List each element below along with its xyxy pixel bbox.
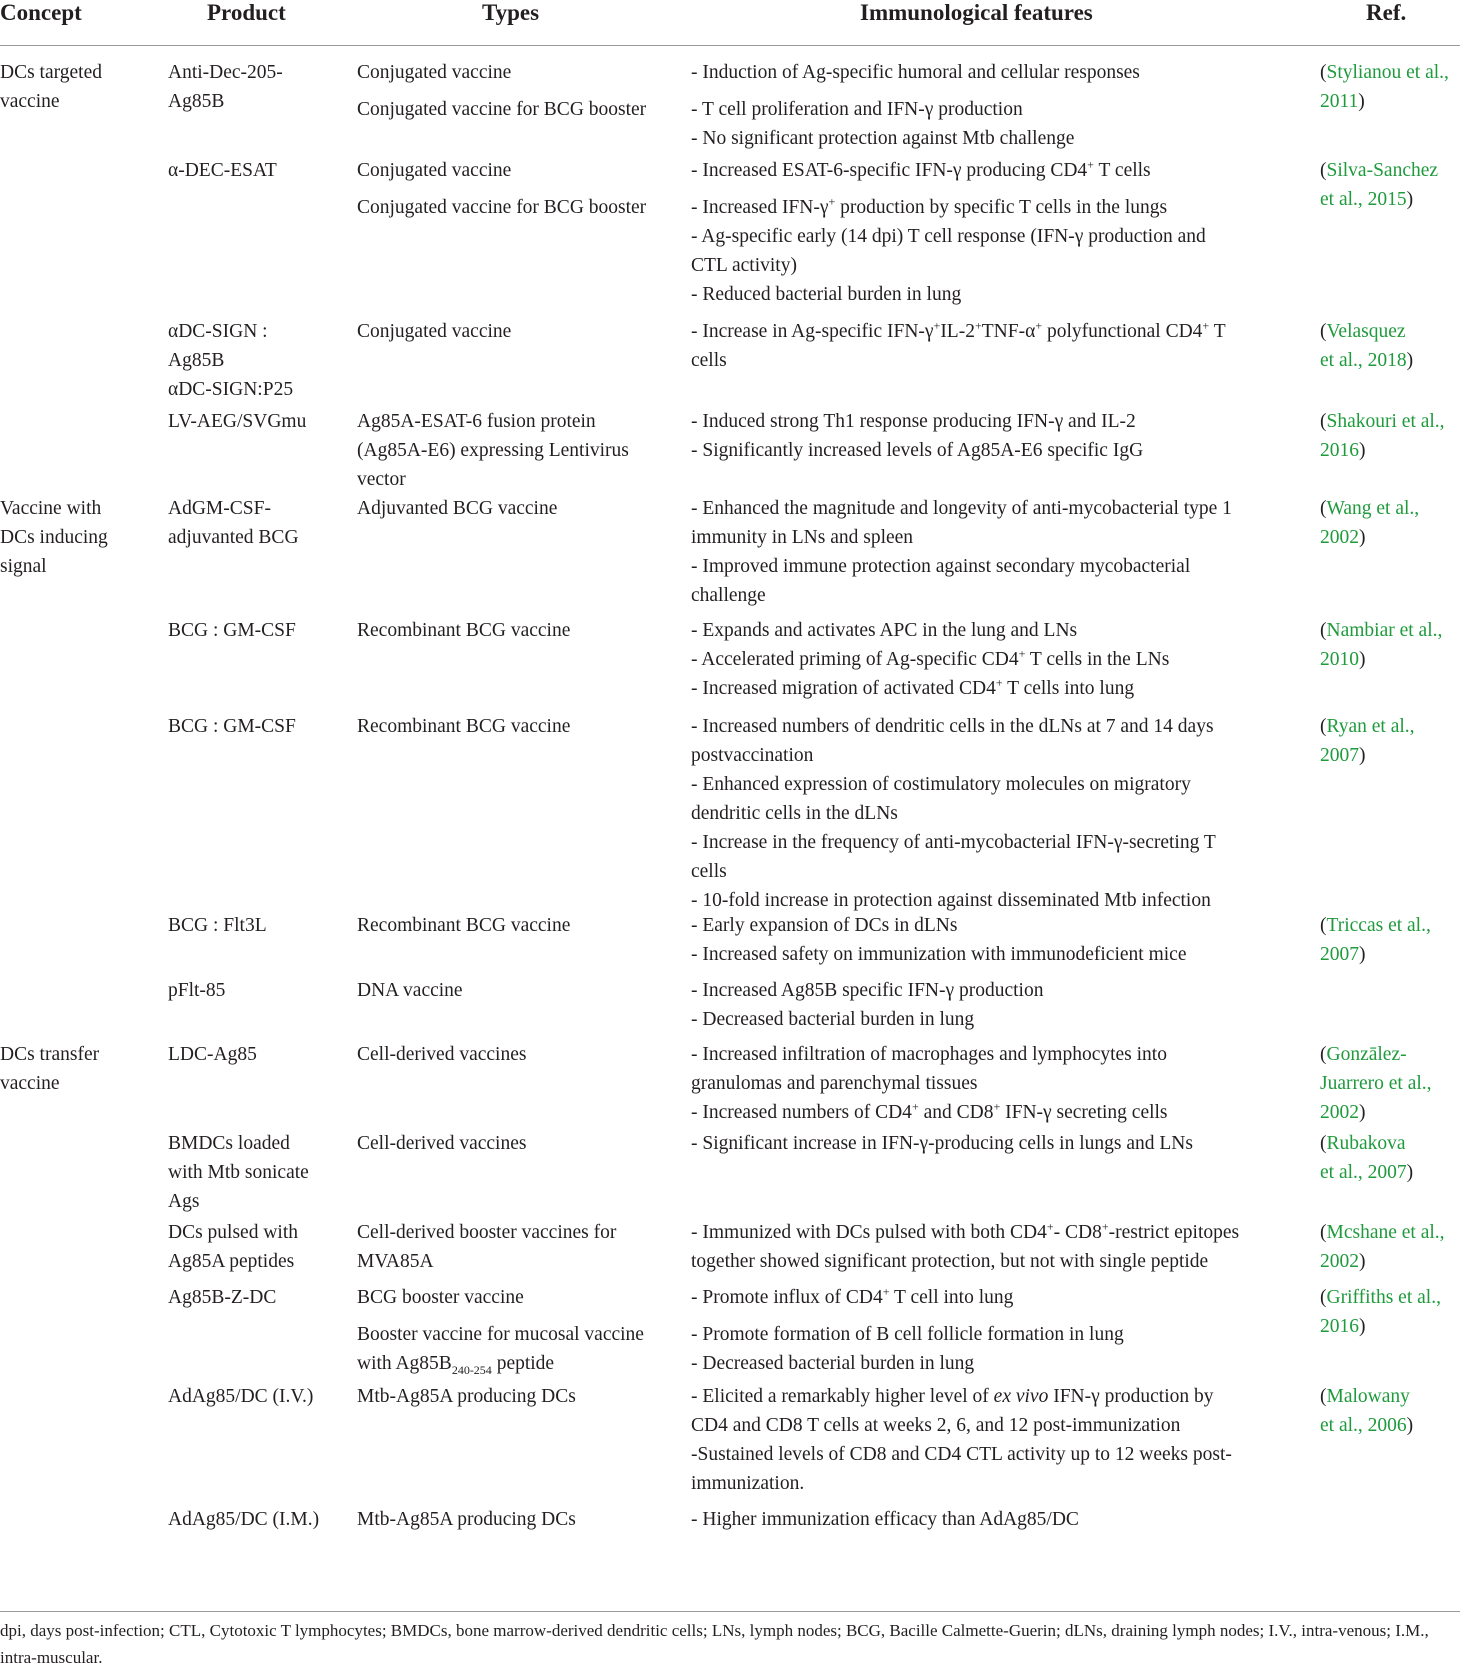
- cell-features: - Increased Ag85B specific IFN-γ production - Decreased bacterial burden in lung: [691, 980, 1044, 1030]
- cell-features: - Elicited a remarkably higher level of ex vivo IFN-γ production by CD4 and CD8 T cells at weeks 2, 6, and 12 post-immunization -Sustained levels of CD8 and CD4 CTL activity up to 12 weeks post- immunization.: [691, 1386, 1232, 1494]
- cell-types: BCG booster vaccine: [357, 1287, 524, 1308]
- cell-product: DCs pulsed with Ag85A peptides: [168, 1222, 299, 1272]
- cell-concept: DCs targeted vaccine: [0, 62, 102, 112]
- header-concept: Concept: [0, 0, 82, 25]
- cell-product: Ag85B-Z-DC: [168, 1287, 277, 1308]
- cell-product: BCG : Flt3L: [168, 915, 267, 936]
- cell-ref[interactable]: (Silva-Sanchez et al., 2015): [1320, 160, 1439, 210]
- cell-features: - Induced strong Th1 response producing IFN-γ and IL-2 - Significantly increased levels of Ag85A-E6 specific IgG: [691, 411, 1144, 461]
- bottom-rule: [0, 1611, 1460, 1612]
- table-footnote: dpi, days post-infection; CTL, Cytotoxic T lymphocytes; BMDCs, bone marrow-derived dendritic cells; LNs, lymph nodes; BCG, Bacille Calmette-Guerin; dLNs, draining lymph nodes; I.V., intra-venous; I.M., intra-muscular.: [0, 1621, 1429, 1667]
- cell-ref[interactable]: (Malowany et al., 2006): [1320, 1386, 1414, 1436]
- cell-types: Conjugated vaccine: [357, 160, 512, 181]
- cell-product: α-DEC-ESAT: [168, 160, 277, 181]
- cell-features: - Increased numbers of dendritic cells in the dLNs at 7 and 14 days postvaccination - Enhanced expression of costimulatory molecules on migratory dendritic cells in the dLNs - Increase in the frequency of anti-mycobacterial IFN-γ-secreting T cells - 10-fold increase in protection against disseminated Mtb infection: [691, 716, 1216, 911]
- cell-types: Conjugated vaccine for BCG booster: [357, 99, 647, 120]
- header-product: Product: [207, 0, 286, 25]
- cell-types: Recombinant BCG vaccine: [357, 915, 571, 936]
- cell-types: Conjugated vaccine: [357, 62, 512, 83]
- cell-concept: DCs transfer vaccine: [0, 1044, 100, 1094]
- cell-product: BCG : GM-CSF: [168, 620, 296, 641]
- cell-product: Anti-Dec-205- Ag85B: [168, 62, 283, 112]
- cell-types: Mtb-Ag85A producing DCs: [357, 1509, 576, 1530]
- cell-ref[interactable]: (Rubakova et al., 2007): [1320, 1133, 1414, 1183]
- cell-types: Conjugated vaccine: [357, 321, 512, 342]
- cell-types: Adjuvanted BCG vaccine: [357, 498, 558, 519]
- cell-ref[interactable]: (Shakouri et al., 2016): [1320, 411, 1445, 461]
- cell-types: Cell-derived vaccines: [357, 1044, 527, 1065]
- cell-features: - T cell proliferation and IFN-γ production - No significant protection against Mtb challenge: [691, 99, 1075, 149]
- cell-features: - Promote formation of B cell follicle formation in lung - Decreased bacterial burden in lung: [691, 1324, 1124, 1374]
- cell-types: DNA vaccine: [357, 980, 463, 1001]
- cell-types: Recombinant BCG vaccine: [357, 716, 571, 737]
- cell-types: Conjugated vaccine for BCG booster: [357, 197, 647, 218]
- cell-ref[interactable]: (Gonzālez- Juarrero et al., 2002): [1320, 1044, 1432, 1123]
- cell-ref[interactable]: (Stylianou et al., 2011): [1320, 62, 1449, 112]
- cell-ref[interactable]: (Triccas et al., 2007): [1320, 915, 1431, 965]
- cell-types: Recombinant BCG vaccine: [357, 620, 571, 641]
- cell-ref[interactable]: (Ryan et al., 2007): [1320, 716, 1415, 766]
- cell-ref[interactable]: (Griffiths et al., 2016): [1320, 1287, 1441, 1337]
- cell-features: - Immunized with DCs pulsed with both CD4+- CD8+-restrict epitopes together showed significant protection, but not with single peptide: [691, 1219, 1240, 1272]
- cell-features: - Increased infiltration of macrophages and lymphocytes into granulomas and parenchymal tissues - Increased numbers of CD4+ and CD8+ IFN-γ secreting cells: [691, 1044, 1168, 1123]
- cell-features: - Expands and activates APC in the lung and LNs - Accelerated priming of Ag-specific CD4+ T cells in the LNs - Increased migration of activated CD4+ T cells into lung: [691, 620, 1170, 699]
- cell-types: Cell-derived vaccines: [357, 1133, 527, 1154]
- cell-product: LV-AEG/SVGmu: [168, 411, 307, 432]
- cell-product: pFlt-85: [168, 980, 226, 1001]
- cell-features: - Early expansion of DCs in dLNs - Increased safety on immunization with immunodeficient mice: [691, 915, 1187, 965]
- cell-types: Mtb-Ag85A producing DCs: [357, 1386, 576, 1407]
- cell-types: Booster vaccine for mucosal vaccine with $Ag85B_{240-254}$ peptide: [357, 1324, 644, 1377]
- cell-product: AdGM-CSF- adjuvanted BCG: [168, 498, 299, 548]
- cell-ref[interactable]: (Wang et al., 2002): [1320, 498, 1420, 548]
- cell-features: - Significant increase in IFN-γ-producing cells in lungs and LNs: [691, 1133, 1193, 1154]
- cell-concept: Vaccine with DCs inducing signal: [0, 498, 108, 577]
- cell-product: BCG : GM-CSF: [168, 716, 296, 737]
- cell-ref[interactable]: (Velasquez et al., 2018): [1320, 321, 1414, 371]
- header-types: Types: [482, 0, 540, 25]
- cell-features: - Increased ESAT-6-specific IFN-γ producing CD4+ T cells: [691, 157, 1151, 181]
- header-ref: Ref.: [1366, 0, 1407, 25]
- cell-features: - Increased IFN-γ+ production by specific T cells in the lungs - Ag-specific early (14 dpi) T cell response (IFN-γ production and CTL activity) - Reduced bacterial burden in lung: [691, 194, 1206, 305]
- header-rule: [0, 45, 1460, 46]
- cell-features: - Induction of Ag-specific humoral and cellular responses: [691, 62, 1140, 83]
- cell-product: αDC-SIGN : Ag85B αDC-SIGN:P25: [168, 321, 294, 400]
- cell-features: - Promote influx of CD4+ T cell into lung: [691, 1284, 1014, 1308]
- cell-ref[interactable]: (Mcshane et al., 2002): [1320, 1222, 1445, 1272]
- cell-product: BMDCs loaded with Mtb sonicate Ags: [168, 1133, 309, 1212]
- cell-product: LDC-Ag85: [168, 1044, 257, 1065]
- cell-types: Ag85A-ESAT-6 fusion protein (Ag85A-E6) expressing Lentivirus vector: [357, 411, 629, 490]
- cell-features: - Enhanced the magnitude and longevity of anti-mycobacterial type 1 immunity in LNs and spleen - Improved immune protection against secondary mycobacterial challenge: [691, 498, 1232, 606]
- cell-features: - Higher immunization efficacy than AdAg85/DC: [691, 1509, 1079, 1530]
- cell-ref[interactable]: (Nambiar et al., 2010): [1320, 620, 1443, 670]
- cell-product: AdAg85/DC (I.V.): [168, 1386, 314, 1407]
- cell-types: Cell-derived booster vaccines for MVA85A: [357, 1222, 617, 1272]
- cell-features: - Increase in Ag-specific IFN-γ+IL-2+TNF-α+ polyfunctional CD4+ T cells: [691, 318, 1226, 371]
- header-features: Immunological features: [860, 0, 1093, 25]
- cell-product: AdAg85/DC (I.M.): [168, 1509, 320, 1530]
